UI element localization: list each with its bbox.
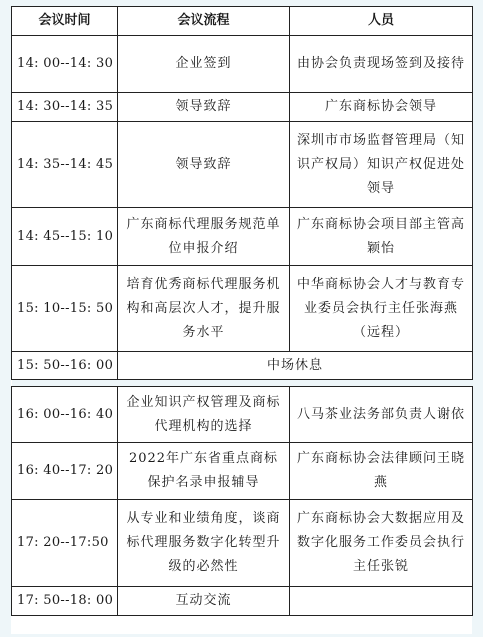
time-cell: 16: 00--16: 40 bbox=[12, 387, 118, 443]
table-row bbox=[12, 93, 473, 122]
agenda-table bbox=[11, 6, 473, 616]
break-cell: 中场休息 bbox=[118, 352, 473, 380]
person-cell: 广东商标协会法律顾问王晓燕 bbox=[290, 443, 473, 500]
person-cell: 由协会负责现场签到及接待 bbox=[290, 36, 473, 93]
time-cell: 17: 50--18: 00 bbox=[12, 587, 118, 616]
header-person: 人员 bbox=[290, 7, 473, 36]
time-cell: 14: 45--15: 10 bbox=[12, 208, 118, 266]
header-time: 会议时间 bbox=[12, 7, 118, 36]
process-cell: 企业签到 bbox=[118, 36, 290, 93]
table-gap bbox=[12, 380, 473, 387]
process-cell: 广东商标代理服务规范单位申报介绍 bbox=[118, 208, 290, 266]
process-cell: 互动交流 bbox=[118, 587, 290, 616]
table-row bbox=[12, 36, 473, 93]
time-cell: 14: 35--14: 45 bbox=[12, 122, 118, 208]
table-header-row bbox=[12, 7, 473, 36]
process-cell: 领导致辞 bbox=[118, 122, 290, 208]
time-cell: 14: 30--14: 35 bbox=[12, 93, 118, 122]
person-cell: 八马茶业法务部负责人谢依 bbox=[290, 387, 473, 443]
table-row bbox=[12, 500, 473, 587]
table-row bbox=[12, 443, 473, 500]
table-row bbox=[12, 387, 473, 443]
person-cell: 广东商标协会项目部主管高颖怡 bbox=[290, 208, 473, 266]
person-cell: 广东商标协会领导 bbox=[290, 93, 473, 122]
process-cell: 企业知识产权管理及商标代理机构的选择 bbox=[118, 387, 290, 443]
time-cell: 14: 00--14: 30 bbox=[12, 36, 118, 93]
time-cell: 16: 40--17: 20 bbox=[12, 443, 118, 500]
table-row bbox=[12, 266, 473, 352]
person-cell: 广东商标协会大数据应用及数字化服务工作委员会执行主任张锐 bbox=[290, 500, 473, 587]
time-cell: 15: 50--16: 00 bbox=[12, 352, 118, 380]
person-cell: 中华商标协会人才与教育专业委员会执行主任张海燕（远程） bbox=[290, 266, 473, 352]
person-cell: 深圳市市场监督管理局（知识产权局）知识产权促进处领导 bbox=[290, 122, 473, 208]
agenda-table-container bbox=[11, 6, 472, 634]
table-row bbox=[12, 587, 473, 616]
header-process: 会议流程 bbox=[118, 7, 290, 36]
process-cell: 2022年广东省重点商标保护名录申报辅导 bbox=[118, 443, 290, 500]
person-cell bbox=[290, 587, 473, 616]
table-row bbox=[12, 122, 473, 208]
time-cell: 17: 20--17:50 bbox=[12, 500, 118, 587]
table-row bbox=[12, 352, 473, 380]
time-cell: 15: 10--15: 50 bbox=[12, 266, 118, 352]
process-cell: 从专业和业绩角度，谈商标代理服务数字化转型升级的必然性 bbox=[118, 500, 290, 587]
process-cell: 培育优秀商标代理服务机构和高层次人才，提升服务水平 bbox=[118, 266, 290, 352]
process-cell: 领导致辞 bbox=[118, 93, 290, 122]
table-row bbox=[12, 208, 473, 266]
